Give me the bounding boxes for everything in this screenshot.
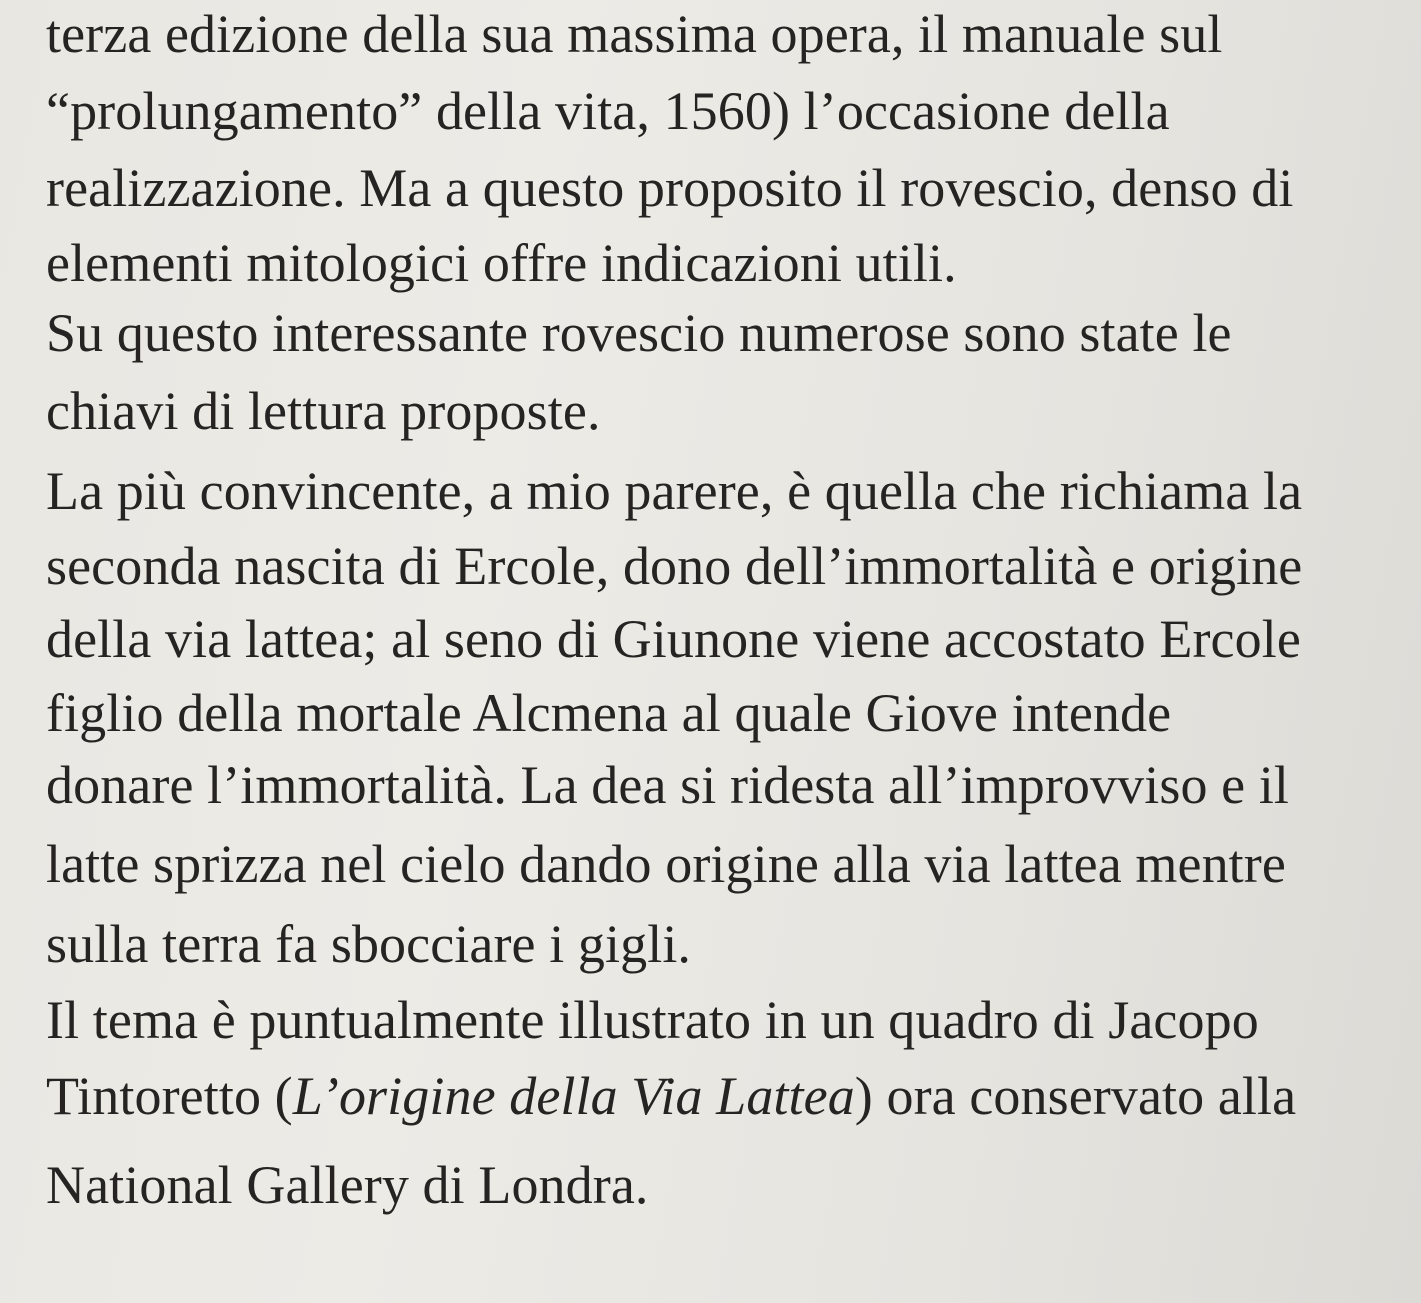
text-line-15-before: Tintoretto ( [46,1066,293,1126]
text-line-1: terza edizione della sua massima opera, il manuale sul [46,4,1223,64]
text-line-6: chiavi di lettura proposte. [46,381,601,441]
book-page [46,0,1406,1303]
text-line-15-after: ) ora conservato alla [854,1066,1297,1126]
text-line-2: “prolungamento” della vita, 1560) l’occasione della [46,81,1170,141]
artwork-title: L’origine della Via Lattea [292,1066,855,1126]
text-line-4: elementi mitologici offre indicazioni utili. [46,233,957,293]
text-line-13: sulla terra fa sbocciare i gigli. [46,914,692,974]
text-line-5: Su questo interessante rovescio numerose sono state le [46,303,1232,363]
text-line-11: donare l’immortalità. La dea si ridesta all’improvviso e il [46,755,1290,815]
text-line-15 [46,1066,1296,1126]
text-line-8: seconda nascita di Ercole, dono dell’immortalità e origine [46,536,1303,596]
text-line-10: figlio della mortale Alcmena al quale Giove intende [46,683,1172,743]
text-line-12: latte sprizza nel cielo dando origine alla via lattea mentre [46,834,1286,894]
text-line-16: National Gallery di Londra. [46,1155,649,1215]
text-line-9: della via lattea; al seno di Giunone viene accostato Ercole [46,609,1301,669]
text-line-14: Il tema è puntualmente illustrato in un quadro di Jacopo [46,990,1259,1050]
text-line-7: La più convincente, a mio parere, è quella che richiama la [46,461,1303,521]
text-line-3: realizzazione. Ma a questo proposito il rovescio, denso di [46,158,1294,218]
